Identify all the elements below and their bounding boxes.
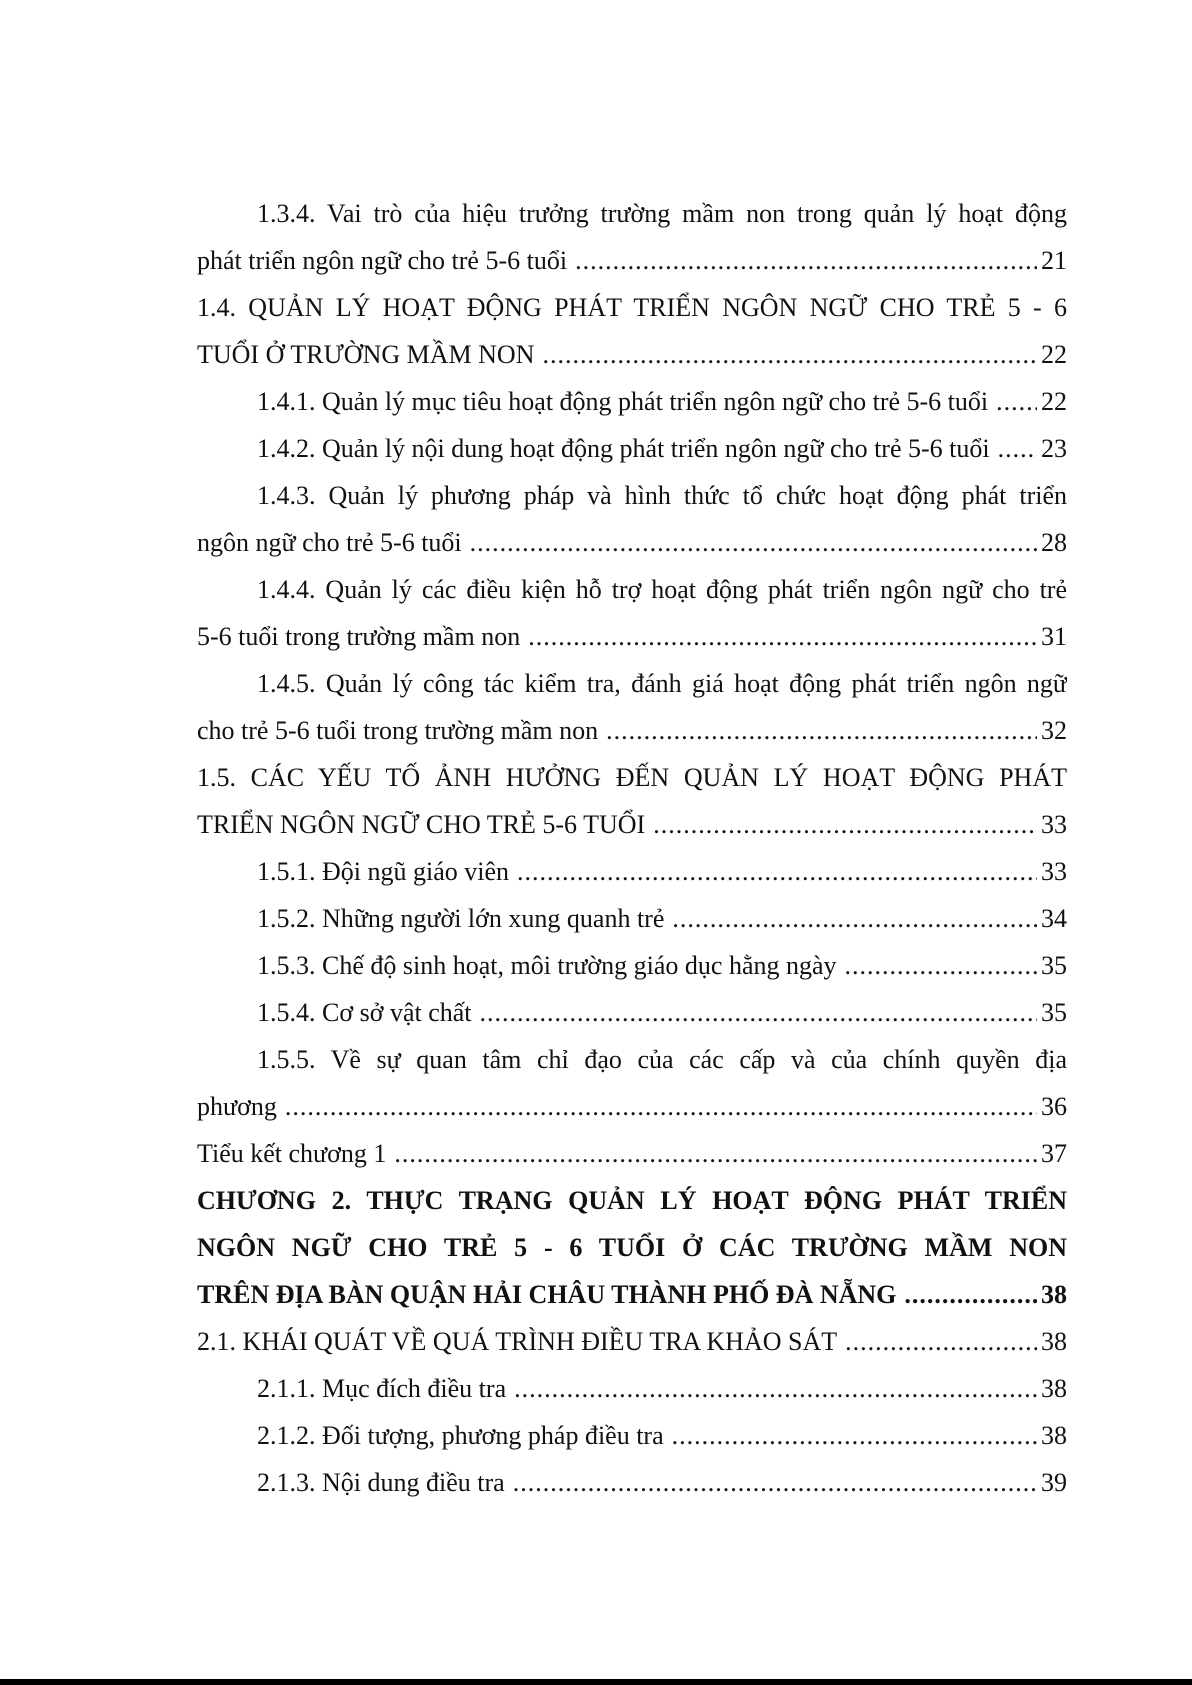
- dot-leader: [513, 1459, 1037, 1506]
- page-bottom-edge: [0, 1679, 1192, 1685]
- toc-page-number: 21: [1041, 246, 1067, 275]
- toc-entry-text: ngôn ngữ cho trẻ 5-6 tuổi: [197, 528, 462, 557]
- toc-entry-line: [197, 425, 1067, 472]
- toc-page-number: 38: [1041, 1327, 1067, 1356]
- toc-page-number: 34: [1041, 904, 1067, 933]
- toc-page-number: 22: [1041, 387, 1067, 416]
- toc-entry-1-5[interactable]: [197, 754, 1067, 848]
- dot-leader: [904, 1271, 1037, 1318]
- toc-entry-text: 1.4.1. Quản lý mục tiêu hoạt động phát triển ngôn ngữ cho trẻ 5-6 tuổi: [257, 387, 989, 416]
- toc-entry-chapter-1-summary[interactable]: [197, 1130, 1067, 1177]
- toc-entry-1-4-2[interactable]: [197, 425, 1067, 472]
- dot-leader: [514, 1365, 1037, 1412]
- toc-entry-2-1-3[interactable]: [197, 1459, 1067, 1506]
- toc-entry-text: 1.4.2. Quản lý nội dung hoạt động phát triển ngôn ngữ cho trẻ 5-6 tuổi: [257, 434, 990, 463]
- dot-leader: [998, 425, 1037, 472]
- toc-entry-chapter-2[interactable]: [197, 1177, 1067, 1318]
- toc-entry-1-5-1[interactable]: [197, 848, 1067, 895]
- toc-entry-text: phương: [197, 1092, 277, 1121]
- toc-entry-text: 2.1.3. Nội dung điều tra: [257, 1468, 505, 1497]
- dot-leader: [672, 895, 1037, 942]
- toc-entry-text: 1.5.1. Đội ngũ giáo viên: [257, 857, 510, 886]
- toc-entry-lead: 1.4.5. Quản lý công tác kiểm tra, đánh giá hoạt động phát triển ngôn ngữ: [257, 669, 1067, 698]
- toc-entry-text: 2.1. KHÁI QUÁT VỀ QUÁ TRÌNH ĐIỀU TRA KHẢO SÁT: [197, 1327, 838, 1356]
- toc-entry-text: Tiểu kết chương 1: [197, 1139, 387, 1168]
- dot-leader: [480, 989, 1037, 1036]
- toc-entry-line: [197, 1083, 1067, 1130]
- toc-page-number: 37: [1041, 1139, 1067, 1168]
- toc-page-number: 35: [1041, 951, 1067, 980]
- toc-entry-text: 2.1.1. Mục đích điều tra: [257, 1374, 507, 1403]
- toc-entry-line: [197, 1130, 1067, 1177]
- toc-entry-lead: 1.5. CÁC YẾU TỐ ẢNH HƯỞNG ĐẾN QUẢN LÝ HOẠT ĐỘNG PHÁT: [197, 763, 1067, 792]
- dot-leader: [470, 519, 1037, 566]
- toc-entry-text: TRÊN ĐỊA BÀN QUẬN HẢI CHÂU THÀNH PHỐ ĐÀ NẴNG: [197, 1280, 897, 1309]
- toc-entry-2-1-2[interactable]: [197, 1412, 1067, 1459]
- toc-entry-1-4-1[interactable]: [197, 378, 1067, 425]
- toc-entry-line: [197, 1318, 1067, 1365]
- toc-entry-line: [197, 895, 1067, 942]
- toc-entry-lead: 1.4.4. Quản lý các điều kiện hỗ trợ hoạt động phát triển ngôn ngữ cho trẻ: [257, 575, 1067, 604]
- dot-leader: [575, 237, 1037, 284]
- toc-entry-line: [197, 1365, 1067, 1412]
- toc-entry-line: [197, 237, 1067, 284]
- toc-entry-2-1-1[interactable]: [197, 1365, 1067, 1412]
- toc-page-number: 35: [1041, 998, 1067, 1027]
- toc-entry-1-5-2[interactable]: [197, 895, 1067, 942]
- toc-page-number: 33: [1041, 810, 1067, 839]
- dot-leader: [542, 331, 1037, 378]
- dot-leader: [606, 707, 1037, 754]
- toc-page-number: 38: [1041, 1421, 1067, 1450]
- dot-leader: [672, 1412, 1037, 1459]
- toc-page-number: 22: [1041, 340, 1067, 369]
- toc-entry-text: TRIỂN NGÔN NGỮ CHO TRẺ 5-6 TUỔI: [197, 810, 646, 839]
- toc-page-number: 36: [1041, 1092, 1067, 1121]
- dot-leader: [517, 848, 1037, 895]
- toc-entry-line: [197, 989, 1067, 1036]
- toc-entry-lead-2: NGÔN NGỮ CHO TRẺ 5 - 6 TUỔI Ở CÁC TRƯỜNG MẦM NON: [197, 1233, 1067, 1262]
- dot-leader: [845, 1318, 1037, 1365]
- toc-page-number: 38: [1041, 1374, 1067, 1403]
- toc-page-number: 28: [1041, 528, 1067, 557]
- toc-entry-1-5-3[interactable]: [197, 942, 1067, 989]
- toc-page-number: 32: [1041, 716, 1067, 745]
- toc-entry-line: [197, 613, 1067, 660]
- toc-entry-line: [197, 1459, 1067, 1506]
- toc-page-number: 39: [1041, 1468, 1067, 1497]
- dot-leader: [285, 1083, 1037, 1130]
- toc-entry-text: 1.5.4. Cơ sở vật chất: [257, 998, 472, 1027]
- toc-entry-text: phát triển ngôn ngữ cho trẻ 5-6 tuổi: [197, 246, 568, 275]
- toc-page-number: 38: [1041, 1280, 1067, 1309]
- toc-entry-text: 1.5.3. Chế độ sinh hoạt, môi trường giáo dục hằng ngày: [257, 951, 837, 980]
- toc-entry-line: [197, 801, 1067, 848]
- toc-page-number: 23: [1041, 434, 1067, 463]
- toc-entry-text: cho trẻ 5-6 tuổi trong trường mầm non: [197, 716, 599, 745]
- toc-entry-text: 5-6 tuổi trong trường mầm non: [197, 622, 521, 651]
- toc-entry-1-5-4[interactable]: [197, 989, 1067, 1036]
- toc-entry-line: [197, 707, 1067, 754]
- toc-entry-text: 2.1.2. Đối tượng, phương pháp điều tra: [257, 1421, 664, 1450]
- toc-entry-1-4-4[interactable]: [197, 566, 1067, 660]
- dot-leader: [996, 378, 1037, 425]
- dot-leader: [845, 942, 1037, 989]
- toc-entry-lead: 1.3.4. Vai trò của hiệu trưởng trường mầm non trong quản lý hoạt động: [257, 199, 1067, 228]
- toc-entry-lead: 1.5.5. Về sự quan tâm chỉ đạo của các cấp và của chính quyền địa: [257, 1045, 1067, 1074]
- toc-entry-line: [197, 519, 1067, 566]
- toc-entry-line: [197, 1412, 1067, 1459]
- toc-entry-text: 1.5.2. Những người lớn xung quanh trẻ: [257, 904, 665, 933]
- toc-entry-1-4[interactable]: [197, 284, 1067, 378]
- toc-entry-1-3-4[interactable]: [197, 190, 1067, 284]
- dot-leader: [653, 801, 1037, 848]
- toc-entry-line: [197, 1271, 1067, 1318]
- toc-entry-1-4-3[interactable]: [197, 472, 1067, 566]
- toc-entry-line: [197, 848, 1067, 895]
- toc-entry-lead: 1.4. QUẢN LÝ HOẠT ĐỘNG PHÁT TRIỂN NGÔN NGỮ CHO TRẺ 5 - 6: [197, 293, 1067, 322]
- table-of-contents: [197, 190, 1067, 1506]
- toc-entry-1-5-5[interactable]: [197, 1036, 1067, 1130]
- toc-entry-2-1[interactable]: [197, 1318, 1067, 1365]
- toc-entry-line: [197, 942, 1067, 989]
- toc-entry-lead: CHƯƠNG 2. THỰC TRẠNG QUẢN LÝ HOẠT ĐỘNG PHÁT TRIỂN: [197, 1186, 1067, 1215]
- dot-leader: [394, 1130, 1037, 1177]
- dot-leader: [528, 613, 1037, 660]
- toc-entry-1-4-5[interactable]: [197, 660, 1067, 754]
- toc-page-number: 31: [1041, 622, 1067, 651]
- toc-entry-line: [197, 378, 1067, 425]
- toc-entry-text: TUỔI Ở TRƯỜNG MẦM NON: [197, 340, 535, 369]
- toc-entry-lead: 1.4.3. Quản lý phương pháp và hình thức tổ chức hoạt động phát triển: [257, 481, 1067, 510]
- toc-entry-line: [197, 331, 1067, 378]
- toc-page-number: 33: [1041, 857, 1067, 886]
